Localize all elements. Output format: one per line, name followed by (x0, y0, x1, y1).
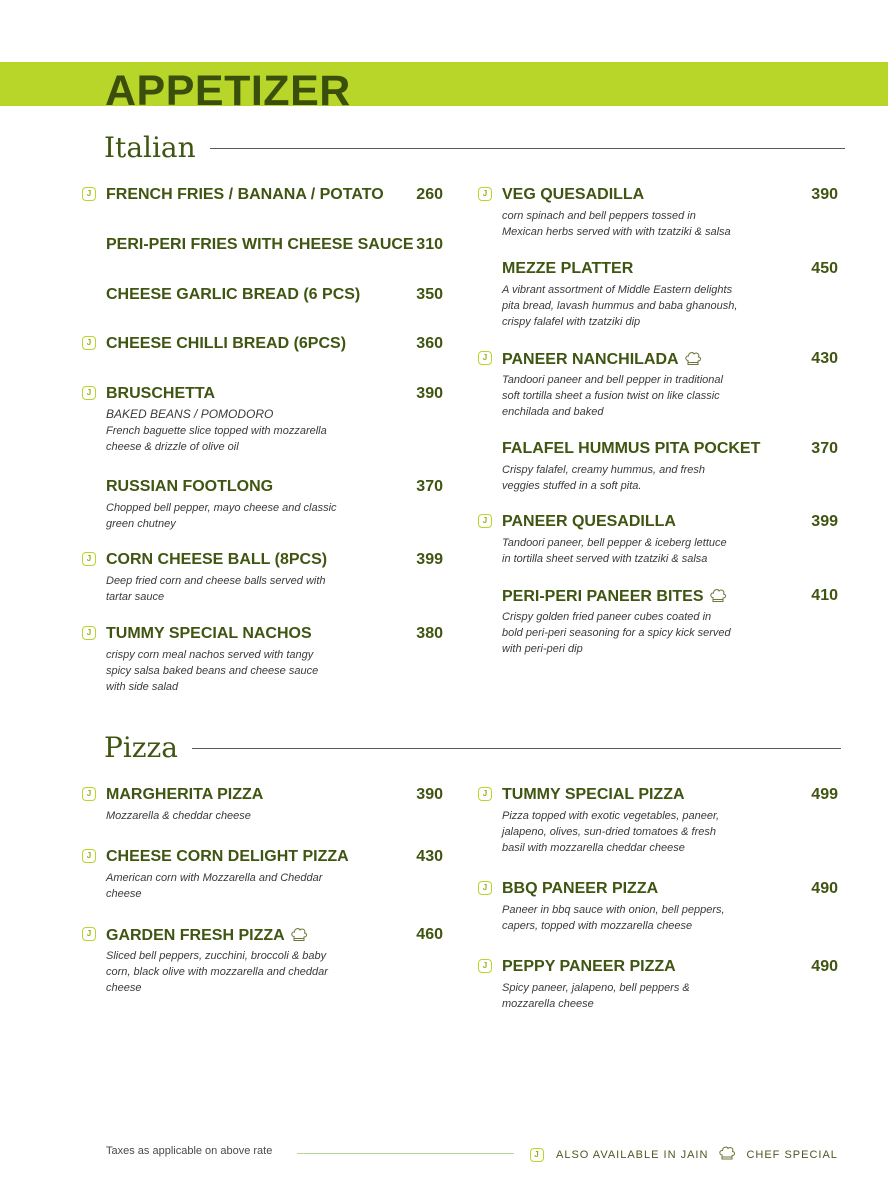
description-line: spicy salsa baked beans and cheese sauce (106, 665, 319, 677)
tax-note: Taxes as applicable on above rate (106, 1145, 273, 1157)
description-line: with peri-peri dip (502, 643, 583, 655)
item-description (502, 282, 752, 330)
description-line: Sliced bell peppers, zucchini, broccoli & baby (106, 950, 327, 962)
item-name-text: VEG QUESADILLA (502, 186, 645, 203)
description-line: green chutney (106, 518, 176, 530)
item-description (106, 948, 356, 996)
item-name-text: FALAFEL HUMMUS PITA POCKET (502, 440, 761, 457)
chef-hat-icon (290, 926, 308, 948)
legend-chef-label: CHEF SPECIAL (746, 1148, 838, 1161)
item-name-text: CHEESE CHILLI BREAD (6PCS) (106, 335, 347, 352)
item-name (106, 625, 312, 643)
chef-hat-icon (684, 350, 702, 372)
description-line: enchilada and baked (502, 406, 604, 418)
item-name (502, 350, 702, 372)
jain-icon: J (82, 336, 96, 350)
item-name (106, 186, 384, 204)
description-line: Spicy paneer, jalapeno, bell peppers & (502, 982, 690, 994)
item-name (106, 848, 349, 866)
item-description (106, 870, 356, 902)
description-line: in tortilla sheet served with tzatziki & salsa (502, 553, 708, 565)
jain-icon: J (478, 514, 492, 528)
item-name (106, 385, 215, 403)
chef-hat-icon (709, 587, 727, 609)
item-description (502, 609, 752, 657)
description-line: capers, topped with mozzarella cheese (502, 920, 693, 932)
item-price: 399 (811, 513, 838, 530)
jain-icon: J (82, 386, 96, 400)
item-name-text: CORN CHEESE BALL (8PCS) (106, 551, 328, 568)
description-line: Mexican herbs served with with tzatziki & salsa (502, 226, 731, 238)
description-line: Crispy falafel, creamy hummus, and fresh (502, 464, 705, 476)
jain-icon: J (82, 552, 96, 566)
description-line: tartar sauce (106, 591, 165, 603)
item-description (106, 500, 356, 532)
description-line: cheese & drizzle of olive oil (106, 441, 239, 453)
section-heading-pizza (104, 732, 841, 764)
item-name (106, 286, 360, 304)
jain-icon: J (82, 187, 96, 201)
item-name-text: PEPPY PANEER PIZZA (502, 958, 676, 975)
description-line: Deep fried corn and cheese balls served with (106, 575, 326, 587)
section-divider (210, 148, 845, 149)
description-line: Chopped bell pepper, mayo cheese and classic (106, 502, 337, 514)
item-name-text: MARGHERITA PIZZA (106, 786, 264, 803)
section-divider (192, 748, 841, 749)
item-name-text: GARDEN FRESH PIZZA (106, 927, 285, 944)
item-name (106, 926, 308, 948)
description-line: A vibrant assortment of Middle Eastern delights (502, 284, 733, 296)
section-title: Pizza (104, 731, 178, 764)
item-description (502, 372, 752, 420)
description-line: pita bread, lavash hummus and baba ghanoush, (502, 300, 738, 312)
description-line: bold peri-peri seasoning for a spicy kick served (502, 627, 731, 639)
item-price: 410 (811, 587, 838, 604)
description-line: crispy falafel with tzatziki dip (502, 316, 641, 328)
item-name-text: TUMMY SPECIAL PIZZA (502, 786, 685, 803)
item-price: 450 (811, 260, 838, 277)
jain-icon: J (82, 849, 96, 863)
item-price: 490 (811, 958, 838, 975)
item-price: 350 (416, 286, 443, 303)
description-line: Tandoori paneer and bell pepper in traditional (502, 374, 723, 386)
item-name (502, 958, 676, 976)
description-line: French baguette slice topped with mozzarella (106, 425, 327, 437)
description-line: mozzarella cheese (502, 998, 594, 1010)
item-price: 490 (811, 880, 838, 897)
section-heading-italian (104, 132, 845, 164)
item-price: 460 (416, 926, 443, 943)
item-price: 390 (416, 786, 443, 803)
item-name-text: FRENCH FRIES / BANANA / POTATO (106, 186, 384, 203)
item-description (502, 208, 752, 240)
item-description (106, 808, 356, 824)
item-name-text: PANEER NANCHILADA (502, 351, 679, 368)
item-description (502, 980, 752, 1012)
item-price: 370 (416, 478, 443, 495)
description-line: Crispy golden fried paneer cubes coated in (502, 611, 712, 623)
legend-jain-label: ALSO AVAILABLE IN JAIN (556, 1148, 709, 1161)
item-name (502, 587, 727, 609)
item-price: 390 (811, 186, 838, 203)
item-name (502, 786, 685, 804)
legend (530, 1145, 838, 1164)
jain-icon: J (478, 881, 492, 895)
description-line: corn, black olive with mozzarella and cheddar (106, 966, 328, 978)
item-name (502, 880, 658, 898)
item-name (502, 440, 760, 458)
description-line: American corn with Mozzarella and Cheddar (106, 872, 323, 884)
jain-icon: J (478, 787, 492, 801)
description-line: cheese (106, 982, 142, 994)
item-price: 499 (811, 786, 838, 803)
item-subtitle: BAKED BEANS / POMODORO (106, 407, 274, 421)
item-name (106, 335, 346, 353)
item-name-text: PANEER QUESADILLA (502, 513, 676, 530)
item-price: 390 (416, 385, 443, 402)
item-name (502, 260, 633, 278)
item-description (106, 647, 356, 695)
item-description (106, 573, 356, 605)
item-price: 370 (811, 440, 838, 457)
description-line: cheese (106, 888, 142, 900)
item-description (502, 535, 752, 567)
item-price: 310 (416, 236, 443, 253)
item-price: 360 (416, 335, 443, 352)
item-name (502, 513, 676, 531)
description-line: Tandoori paneer, bell pepper & iceberg lettuce (502, 537, 727, 549)
item-name (106, 236, 414, 254)
item-name (106, 478, 273, 496)
item-description (502, 902, 752, 934)
description-line: crispy corn meal nachos served with tangy (106, 649, 314, 661)
item-price: 260 (416, 186, 443, 203)
item-price: 399 (416, 551, 443, 568)
jain-icon: J (478, 351, 492, 365)
item-name (106, 786, 263, 804)
item-name-text: TUMMY SPECIAL NACHOS (106, 625, 312, 642)
description-line: veggies stuffed in a soft pita. (502, 480, 642, 492)
description-line: jalapeno, olives, sun-dried tomatoes & fresh (502, 826, 717, 838)
item-price: 430 (811, 350, 838, 367)
description-line: soft tortilla sheet a fusion twist on like classic (502, 390, 720, 402)
description-line: with side salad (106, 681, 179, 693)
item-name (106, 551, 327, 569)
item-name-text: PERI-PERI FRIES WITH CHEESE SAUCE (106, 236, 414, 253)
item-name-text: CHEESE GARLIC BREAD (6 PCS) (106, 286, 361, 303)
item-name-text: MEZZE PLATTER (502, 260, 634, 277)
item-name-text: BBQ PANEER PIZZA (502, 880, 659, 897)
jain-icon: J (82, 626, 96, 640)
item-name (502, 186, 644, 204)
jain-icon: J (82, 787, 96, 801)
description-line: Pizza topped with exotic vegetables, paneer, (502, 810, 720, 822)
description-line: Mozzarella & cheddar cheese (106, 810, 251, 822)
description-line: corn spinach and bell peppers tossed in (502, 210, 696, 222)
chef-hat-icon (718, 1145, 736, 1164)
footer-divider (297, 1153, 514, 1154)
description-line: basil with mozzarella cheddar cheese (502, 842, 685, 854)
jain-icon: J (530, 1148, 544, 1162)
item-name-text: PERI-PERI PANEER BITES (502, 588, 704, 605)
page-title: APPETIZER (105, 67, 351, 115)
item-price: 380 (416, 625, 443, 642)
item-description (502, 808, 752, 856)
description-line: Paneer in bbq sauce with onion, bell peppers, (502, 904, 725, 916)
jain-icon: J (478, 959, 492, 973)
jain-icon: J (478, 187, 492, 201)
section-title: Italian (104, 131, 196, 164)
item-price: 430 (416, 848, 443, 865)
item-description (106, 423, 356, 455)
jain-icon: J (82, 927, 96, 941)
item-description (502, 462, 752, 494)
item-name-text: RUSSIAN FOOTLONG (106, 478, 274, 495)
item-name-text: BRUSCHETTA (106, 385, 216, 402)
item-name-text: CHEESE CORN DELIGHT PIZZA (106, 848, 349, 865)
